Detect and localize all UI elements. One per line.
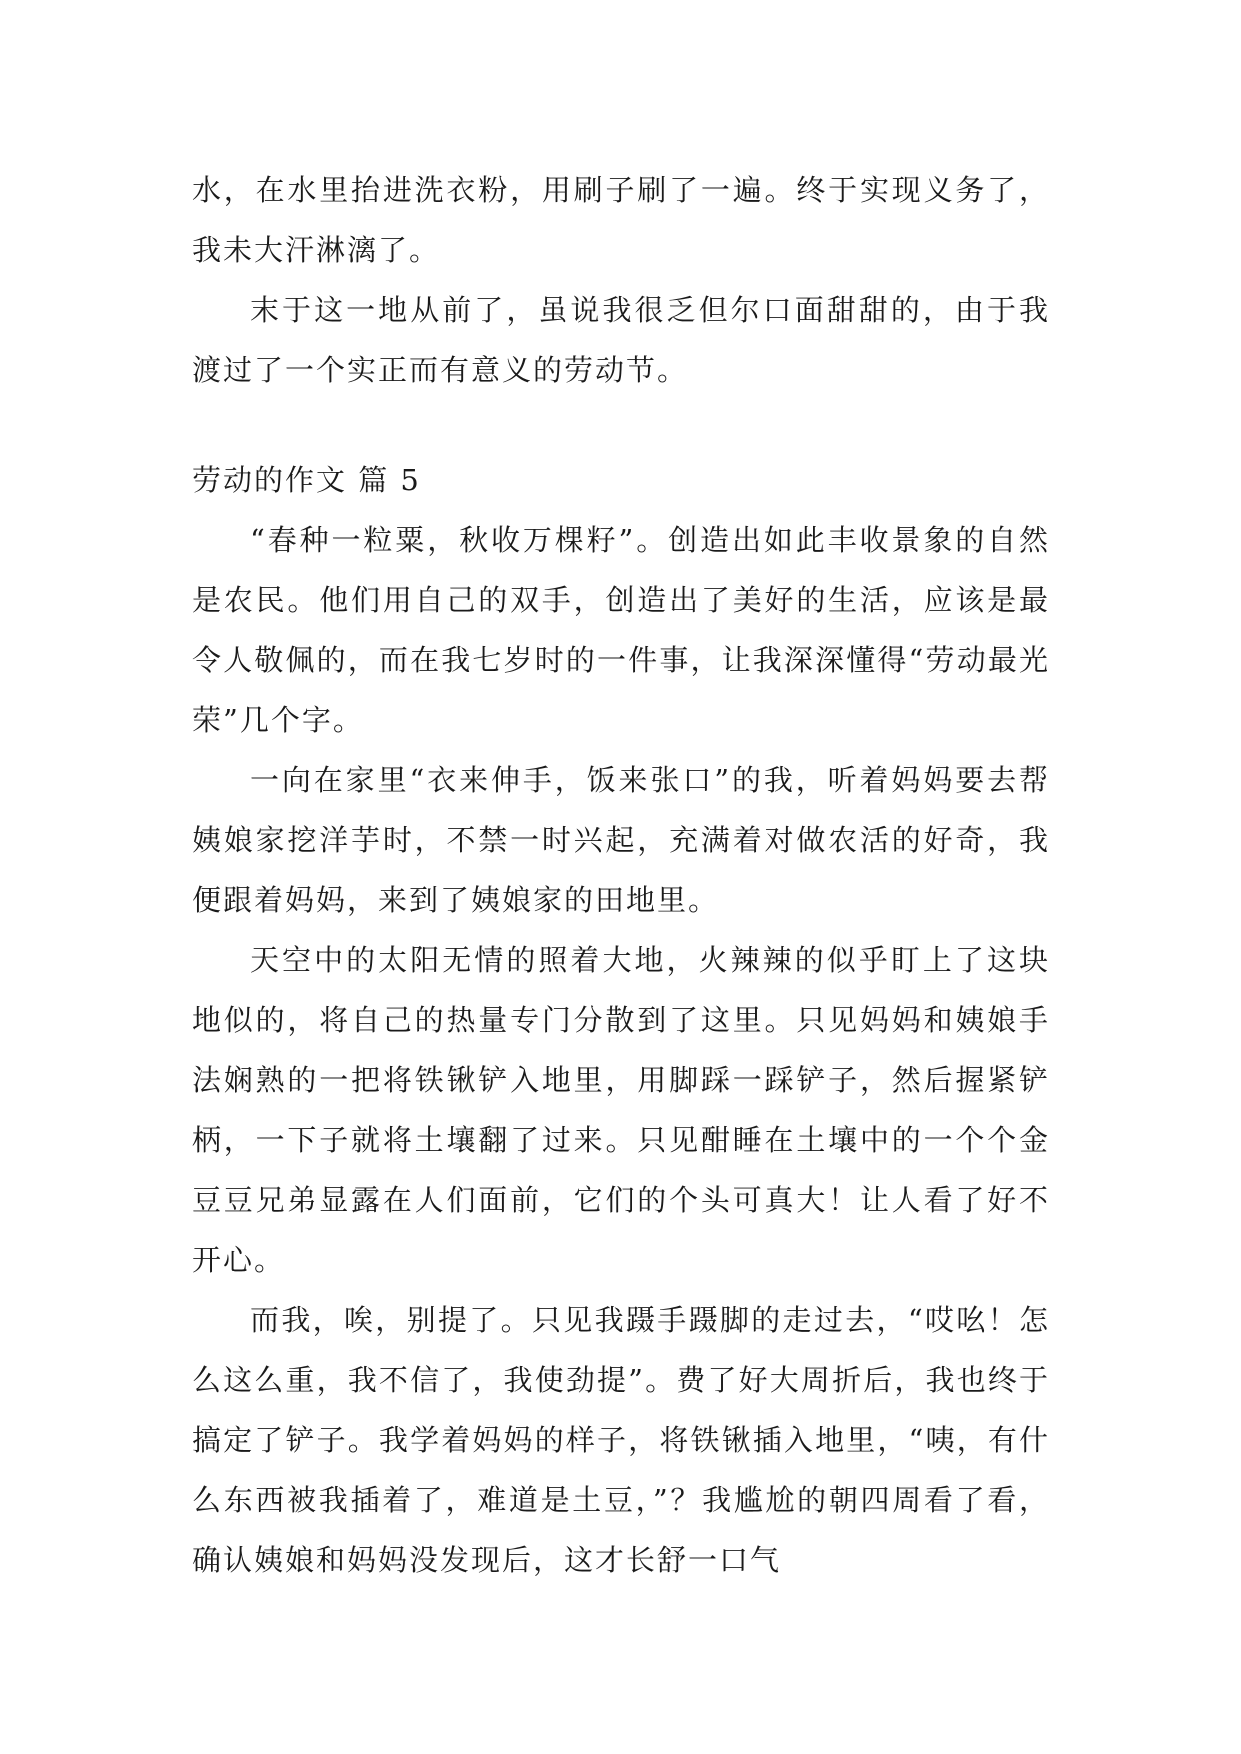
- paragraph-continuation: 水，在水里抬进洗衣粉，用刷子刷了一遍。终于实现义务了，我未大汗淋漓了。: [192, 173, 1050, 267]
- paragraph: 一向在家里“衣来伸手，饭来张口”的我，听着妈妈要去帮姨娘家挖洋芋时，不禁一时兴起，充满着对做农活的好奇，我便跟着妈妈，来到了姨娘家的田地里。: [192, 763, 1050, 917]
- section-heading: 劳动的作文 篇 5: [192, 463, 421, 497]
- paragraph: 末于这一地从前了，虽说我很乏但尔口面甜甜的，由于我渡过了一个实正而有意义的劳动节。: [192, 293, 1050, 387]
- section-spacer: [192, 400, 1050, 450]
- paragraph: 而我，唉，别提了。只见我蹑手蹑脚的走过去，“哎吆！怎么这么重，我不信了，我使劲提”。费了好大周折后，我也终于搞定了铲子。我学着妈妈的样子，将铁锹插入地里，“咦，有什么东西被我插着了，难道是土豆，”？我尴尬的朝四周看了看，确认姨娘和妈妈没发现后，这才长舒一口气: [192, 1303, 1050, 1577]
- paragraph: “春种一粒粟，秋收万棵籽”。创造出如此丰收景象的自然是农民。他们用自己的双手，创造出了美好的生活，应该是最令人敬佩的，而在我七岁时的一件事，让我深深懂得“劳动最光荣”几个字。: [192, 523, 1050, 737]
- paragraph: 天空中的太阳无情的照着大地，火辣辣的似乎盯上了这块地似的，将自己的热量专门分散到了这里。只见妈妈和姨娘手法娴熟的一把将铁锹铲入地里，用脚踩一踩铲子，然后握紧铲柄，一下子就将土壤翻了过来。只见酣睡在土壤中的一个个金豆豆兄弟显露在人们面前，它们的个头可真大！让人看了好不开心。: [192, 943, 1050, 1277]
- document-body: [192, 160, 1050, 1590]
